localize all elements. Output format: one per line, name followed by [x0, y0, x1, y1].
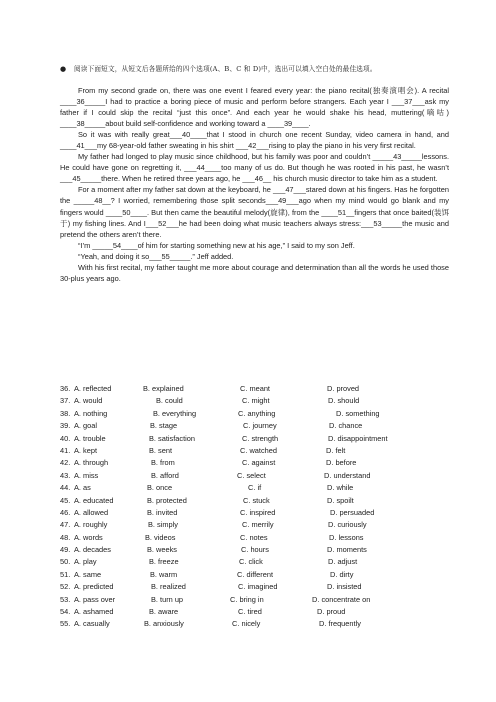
option-a: A. goal	[74, 421, 98, 431]
question-number: 54.	[60, 607, 71, 617]
option-c: C. stuck	[243, 495, 270, 505]
option-b: B. turn up	[151, 594, 184, 604]
option-c: C. click	[239, 557, 263, 567]
option-c: C. bring in	[230, 594, 264, 604]
question-row	[60, 557, 460, 569]
option-d: D. frequently	[319, 619, 361, 629]
option-b: B. weeks	[147, 545, 177, 555]
option-c: C. anything	[238, 408, 276, 418]
option-b: B. stage	[150, 421, 178, 431]
option-c: C. hours	[241, 545, 269, 555]
question-number: 49.	[60, 545, 71, 555]
option-b: B. freeze	[149, 557, 179, 567]
option-b: B. invited	[147, 507, 178, 517]
option-d: D. adjust	[328, 557, 358, 567]
option-c: C. different	[237, 569, 274, 579]
passage-paragraph: From my second grade on, there was one event I feared every year: the piano recital(独奏演唱会). A recital ____36_____I had to practice a boring piece of music and perform before strangers. Each year I ___37___ask my father if I could skip the recital “just this once”. And each year he would shake his head, muttering(嘀咕) ____38_____about build self-confidence and working toward a ____39____.	[60, 86, 449, 129]
question-row	[60, 533, 460, 545]
question-number: 50.	[60, 557, 71, 567]
passage-paragraph: So it was with really great___40____that I stood in church one recent Sunday, video camera in hand, and ____41___my 68-year-old father sweating in his shirt ___42___rising to play the piano in his very first recital.	[60, 130, 449, 151]
option-c: C. tired	[238, 607, 262, 617]
option-b: B. once	[147, 483, 173, 493]
passage-paragraph: “I’m _____54____of him for starting something new at his age,” I said to my son Jeff.	[78, 240, 355, 250]
option-d: D. concentrate on	[312, 594, 371, 604]
option-d: D. before	[326, 458, 357, 468]
question-number: 37.	[60, 396, 71, 406]
question-number: 43.	[60, 470, 71, 480]
option-c: C. might	[242, 396, 270, 406]
option-b: B. satisfaction	[149, 433, 196, 443]
option-a: A. nothing	[74, 408, 108, 418]
question-number: 44.	[60, 483, 71, 493]
option-d: D. lessons	[329, 532, 364, 542]
question-row	[60, 396, 460, 408]
question-number: 36.	[60, 384, 71, 393]
question-number: 52.	[60, 582, 71, 592]
question-row	[60, 434, 460, 446]
option-d: D. disappointment	[328, 433, 388, 443]
passage-paragraph: “Yeah, and doing it so___55_____.” Jeff added.	[78, 251, 234, 261]
instruction-text: 阅读下面短文，从短文后各题所给的四个选项(A、B、C 和 D)中，选出可以填入空白处的最佳选项。	[74, 65, 377, 73]
option-a: A. trouble	[74, 433, 106, 443]
question-row	[60, 409, 460, 421]
option-a: A. decades	[74, 545, 111, 555]
option-d: D. dirty	[330, 569, 354, 579]
question-row	[60, 446, 460, 458]
option-a: A. miss	[74, 470, 99, 480]
question-number: 51.	[60, 569, 71, 579]
option-b: B. protected	[147, 495, 187, 505]
option-a: A. allowed	[74, 507, 109, 517]
option-b: B. afford	[151, 470, 179, 480]
option-b: B. simply	[148, 520, 178, 530]
option-d: D. something	[336, 408, 380, 418]
question-number: 55.	[60, 619, 71, 629]
question-row	[60, 595, 460, 607]
option-c: C. select	[237, 470, 266, 480]
question-row	[60, 483, 460, 495]
option-c: C. notes	[240, 532, 268, 542]
option-d: D. insisted	[327, 582, 362, 592]
question-row	[60, 458, 460, 470]
option-a: A. same	[74, 569, 102, 579]
option-a: A. roughly	[74, 520, 108, 530]
option-c: C. inspired	[240, 507, 276, 517]
option-c: C. strength	[242, 433, 279, 443]
option-c: C. merrily	[242, 520, 274, 530]
question-number: 47.	[60, 520, 71, 530]
question-number: 41.	[60, 445, 71, 455]
option-c: C. meant	[240, 384, 270, 393]
option-d: D. proud	[317, 607, 346, 617]
question-number: 45.	[60, 495, 71, 505]
question-row	[60, 582, 460, 594]
option-b: B. explained	[143, 384, 184, 393]
option-d: D. spoilt	[327, 495, 354, 505]
option-c: C. against	[242, 458, 276, 468]
option-b: B. could	[156, 396, 183, 406]
question-row	[60, 520, 460, 532]
option-d: D. should	[328, 396, 360, 406]
question-row	[60, 545, 460, 557]
option-a: A. educated	[74, 495, 114, 505]
question-number: 42.	[60, 458, 71, 468]
passage	[60, 85, 449, 284]
option-d: D. felt	[326, 445, 346, 455]
question-number: 38.	[60, 408, 71, 418]
question-row	[60, 384, 460, 396]
option-b: B. everything	[153, 408, 197, 418]
option-a: A. through	[74, 458, 109, 468]
option-c: C. imagined	[238, 582, 278, 592]
option-a: A. words	[74, 532, 103, 542]
option-b: B. from	[151, 458, 175, 468]
option-a: A. reflected	[74, 384, 112, 393]
option-c: C. nicely	[232, 619, 261, 629]
option-d: D. understand	[324, 470, 371, 480]
option-b: B. videos	[145, 532, 176, 542]
question-number: 40.	[60, 433, 71, 443]
option-a: A. would	[74, 396, 103, 406]
option-d: D. moments	[327, 545, 367, 555]
bullet-icon: ●	[60, 65, 67, 73]
question-list	[60, 384, 460, 632]
option-a: A. ashamed	[74, 607, 114, 617]
option-b: B. sent	[149, 445, 173, 455]
option-d: D. chance	[329, 421, 363, 431]
option-b: B. warm	[150, 569, 178, 579]
instruction-line	[60, 63, 450, 73]
option-a: A. kept	[74, 445, 98, 455]
question-row	[60, 619, 460, 631]
option-b: B. aware	[149, 607, 179, 617]
question-row	[60, 496, 460, 508]
passage-paragraph: My father had longed to play music since childhood, but his family was poor and couldn’t _____43_____lessons. He could have gone on regretting it, ___44____too many of us do. But though he was rooted in his past, he wasn’t ___45_____there. When he retired three years ago, he ___46__ his church music director to take him as a student.	[60, 152, 449, 184]
option-a: A. pass over	[74, 594, 116, 604]
option-c: C. if	[248, 483, 262, 493]
option-b: B. anxiously	[144, 619, 184, 629]
option-a: A. play	[74, 557, 97, 567]
option-a: A. predicted	[74, 582, 114, 592]
question-number: 46.	[60, 507, 71, 517]
option-d: D. while	[327, 483, 354, 493]
passage-paragraph: For a moment after my father sat down at the keyboard, he ___47___stared down at his fingers. Has he forgotten the _____48__? I worried, remembering those split seconds___49___ago when my mind would go blank and my fingers would ____50____. But then came the beautiful melody(旋律), from the ____51__fingers that once baited(装饵于) my fishing lines. And I___52___he had been doing what music teachers always stress:___53_____the music and pretend the others aren’t there.	[60, 185, 449, 239]
question-row	[60, 421, 460, 433]
question-row	[60, 607, 460, 619]
option-d: D. proved	[327, 384, 360, 393]
option-d: D. curiously	[328, 520, 367, 530]
question-number: 39.	[60, 421, 71, 431]
question-row	[60, 570, 460, 582]
option-a: A. as	[74, 483, 91, 493]
question-row	[60, 471, 460, 483]
option-c: C. watched	[240, 445, 277, 455]
option-c: C. journey	[243, 421, 277, 431]
question-number: 53.	[60, 594, 71, 604]
question-number: 48.	[60, 532, 71, 542]
option-a: A. casually	[74, 619, 110, 629]
option-b: B. realized	[151, 582, 186, 592]
passage-paragraph: With his first recital, my father taught me more about courage and determination than all the words he used those 30-plus years ago.	[60, 262, 449, 283]
question-row	[60, 508, 460, 520]
option-d: D. persuaded	[330, 507, 375, 517]
